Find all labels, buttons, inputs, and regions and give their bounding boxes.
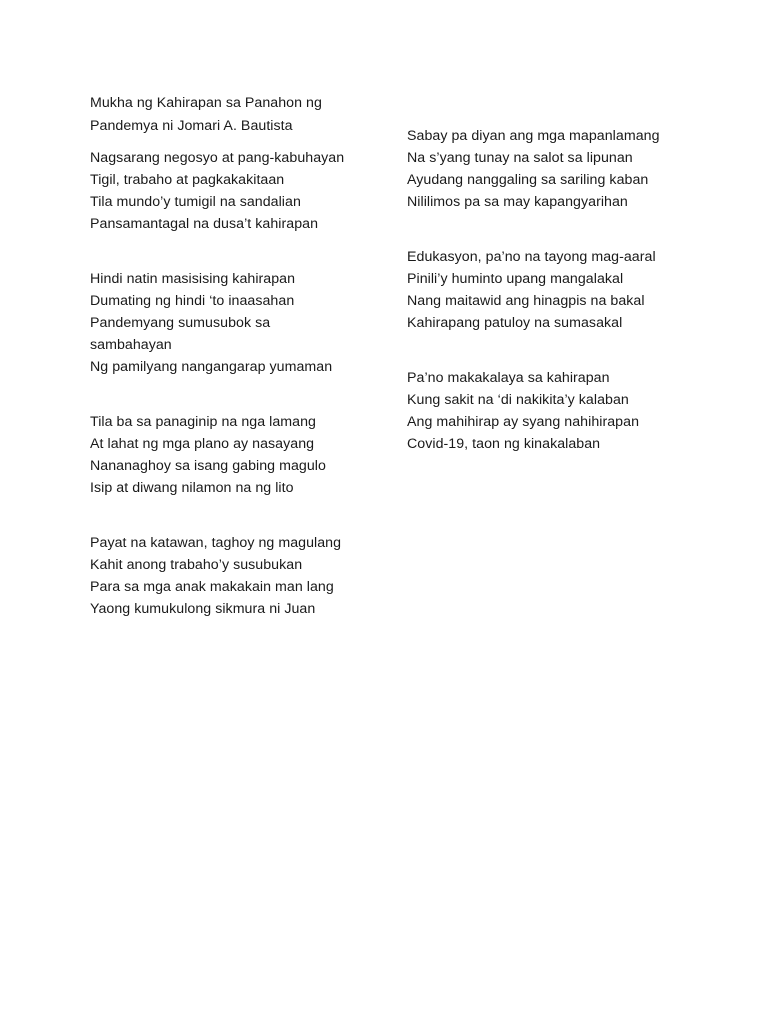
stanza-2-line-3: Pandemyang sumusubok sa <box>90 315 271 331</box>
stanza-4-line-4: Yaong kumukulong sikmura ni Juan <box>90 601 316 617</box>
stanza-4-line-2: Kahit anong trabaho’y susubukan <box>90 557 303 573</box>
stanza-7-line-3: Ang mahihirap ay syang nahihirapan <box>407 414 640 430</box>
poem-title-line-1: Mukha ng Kahirapan sa Panahon ng <box>90 95 322 111</box>
stanza-3-line-3: Nananaghoy sa isang gabing magulo <box>90 458 326 474</box>
stanza-4-line-3: Para sa mga anak makakain man lang <box>90 579 334 595</box>
stanza-6-line-3: Nang maitawid ang hinagpis na bakal <box>407 293 645 309</box>
stanza-1-line-3: Tila mundo’y tumigil na sandalian <box>90 194 301 210</box>
stanza-1-line-1: Nagsarang negosyo at pang-kabuhayan <box>90 150 345 166</box>
stanza-2-line-2: Dumating ng hindi ‘to inaasahan <box>90 293 295 309</box>
stanza-3-line-2: At lahat ng mga plano ay nasayang <box>90 436 315 452</box>
stanza-5-line-4: Nililimos pa sa may kapangyarihan <box>407 194 628 210</box>
stanza-6-line-2: Pinili’y huminto upang mangalakal <box>407 271 624 287</box>
stanza-3-line-1: Tila ba sa panaginip na nga lamang <box>90 414 316 430</box>
stanza-5-line-3: Ayudang nanggaling sa sariling kaban <box>407 172 649 188</box>
stanza-2-line-1: Hindi natin masisising kahirapan <box>90 271 296 287</box>
stanza-5-line-1: Sabay pa diyan ang mga mapanlamang <box>407 128 660 144</box>
stanza-7-line-1: Pa’no makakalaya sa kahirapan <box>407 370 610 386</box>
stanza-2-line-5: Ng pamilyang nangangarap yumaman <box>90 359 333 375</box>
stanza-5-line-2: Na s’yang tunay na salot sa lipunan <box>407 150 633 166</box>
stanza-6-line-1: Edukasyon, pa’no na tayong mag-aaral <box>407 249 656 265</box>
stanza-4-line-1: Payat na katawan, taghoy ng magulang <box>90 535 342 551</box>
stanza-7-line-4: Covid-19, taon ng kinakalaban <box>407 436 601 452</box>
stanza-3-line-4: Isip at diwang nilamon na ng lito <box>90 480 294 496</box>
stanza-6-line-4: Kahirapang patuloy na sumasakal <box>407 315 623 331</box>
stanza-2-line-4: sambahayan <box>90 337 172 353</box>
stanza-7-line-2: Kung sakit na ‘di nakikita’y kalaban <box>407 392 629 408</box>
stanza-1-line-2: Tigil, trabaho at pagkakakitaan <box>90 172 285 188</box>
poem-title-line-2: Pandemya ni Jomari A. Bautista <box>90 118 293 134</box>
stanza-1-line-4: Pansamantagal na dusa’t kahirapan <box>90 216 319 232</box>
